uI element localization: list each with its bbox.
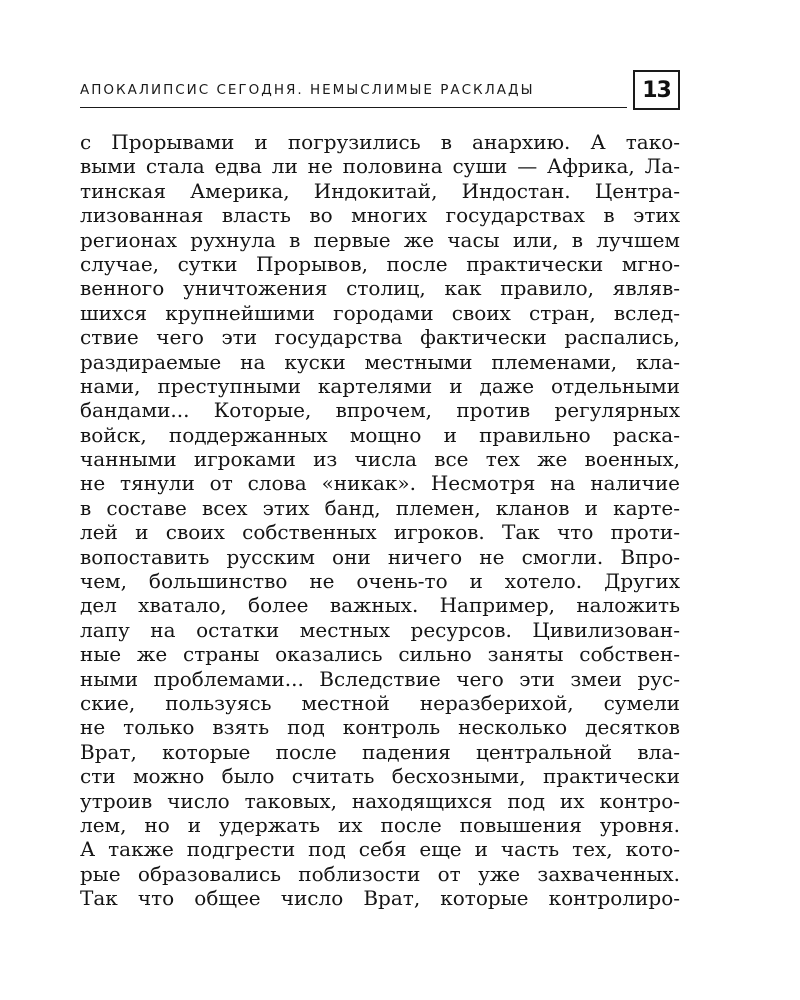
text-line: бандами... Которые, впрочем, против регулярных xyxy=(80,398,680,423)
text-line: Так что общее число Врат, которые контролиро- xyxy=(80,886,680,911)
text-line: А также подгрести под себя еще и часть тех, кото- xyxy=(80,837,680,862)
text-line: ские, пользуясь местной неразберихой, сумели xyxy=(80,690,680,715)
text-line: лем, но и удержать их после повышения уровня. xyxy=(80,812,680,837)
text-line: ными проблемами... Вследствие чего эти змеи рус- xyxy=(80,666,680,691)
text-line: ствие чего эти государства фактически распались, xyxy=(80,325,680,350)
text-line: не тянули от слова «никак». Несмотря на наличие xyxy=(80,471,680,496)
text-line: раздираемые на куски местными племенами, кла- xyxy=(80,349,680,374)
text-line: тинская Америка, Индокитай, Индостан. Центра- xyxy=(80,178,680,203)
text-line: шихся крупнейшими городами своих стран, вслед- xyxy=(80,300,680,325)
text-line: лей и своих собственных игроков. Так что проти- xyxy=(80,520,680,545)
text-line: лизованная власть во многих государствах в этих xyxy=(80,203,680,228)
running-header xyxy=(80,70,680,110)
text-line: ные же страны оказались сильно заняты собствен- xyxy=(80,642,680,667)
header-rule xyxy=(80,107,627,108)
text-line: лапу на остатки местных ресурсов. Цивилизован- xyxy=(80,617,680,642)
text-line: войск, поддержанных мощно и правильно раска- xyxy=(80,422,680,447)
page-number: 13 xyxy=(633,70,680,110)
text-line: регионах рухнула в первые же часы или, в лучшем xyxy=(80,227,680,252)
text-line: не только взять под контроль несколько десятков xyxy=(80,715,680,740)
text-line: выми стала едва ли не половина суши — Африка, Ла- xyxy=(80,154,680,179)
text-line: Врат, которые после падения центральной вла- xyxy=(80,739,680,764)
text-line: утроив число таковых, находящихся под их контро- xyxy=(80,788,680,813)
text-line: дел хватало, более важных. Например, наложить xyxy=(80,593,680,618)
text-line: случае, сутки Прорывов, после практически мгно- xyxy=(80,251,680,276)
text-line: с Прорывами и погрузились в анархию. А тако- xyxy=(80,130,680,154)
text-line: венного уничтожения столиц, как правило, являв- xyxy=(80,276,680,301)
text-line: рые образовались поблизости от уже захваченных. xyxy=(80,861,680,886)
text-line: сти можно было считать бесхозными, практически xyxy=(80,764,680,789)
body-text xyxy=(80,130,680,911)
text-line: нами, преступными картелями и даже отдельными xyxy=(80,373,680,398)
text-line: в составе всех этих банд, племен, кланов и карте- xyxy=(80,495,680,520)
text-line: чанными игроками из числа все тех же военных, xyxy=(80,447,680,472)
running-title: АПОКАЛИПСИС СЕГОДНЯ. НЕМЫСЛИМЫЕ РАСКЛАДЫ xyxy=(80,82,535,98)
text-line: вопоставить русским они ничего не смогли. Впро- xyxy=(80,544,680,569)
text-line: чем, большинство не очень-то и хотело. Других xyxy=(80,569,680,594)
